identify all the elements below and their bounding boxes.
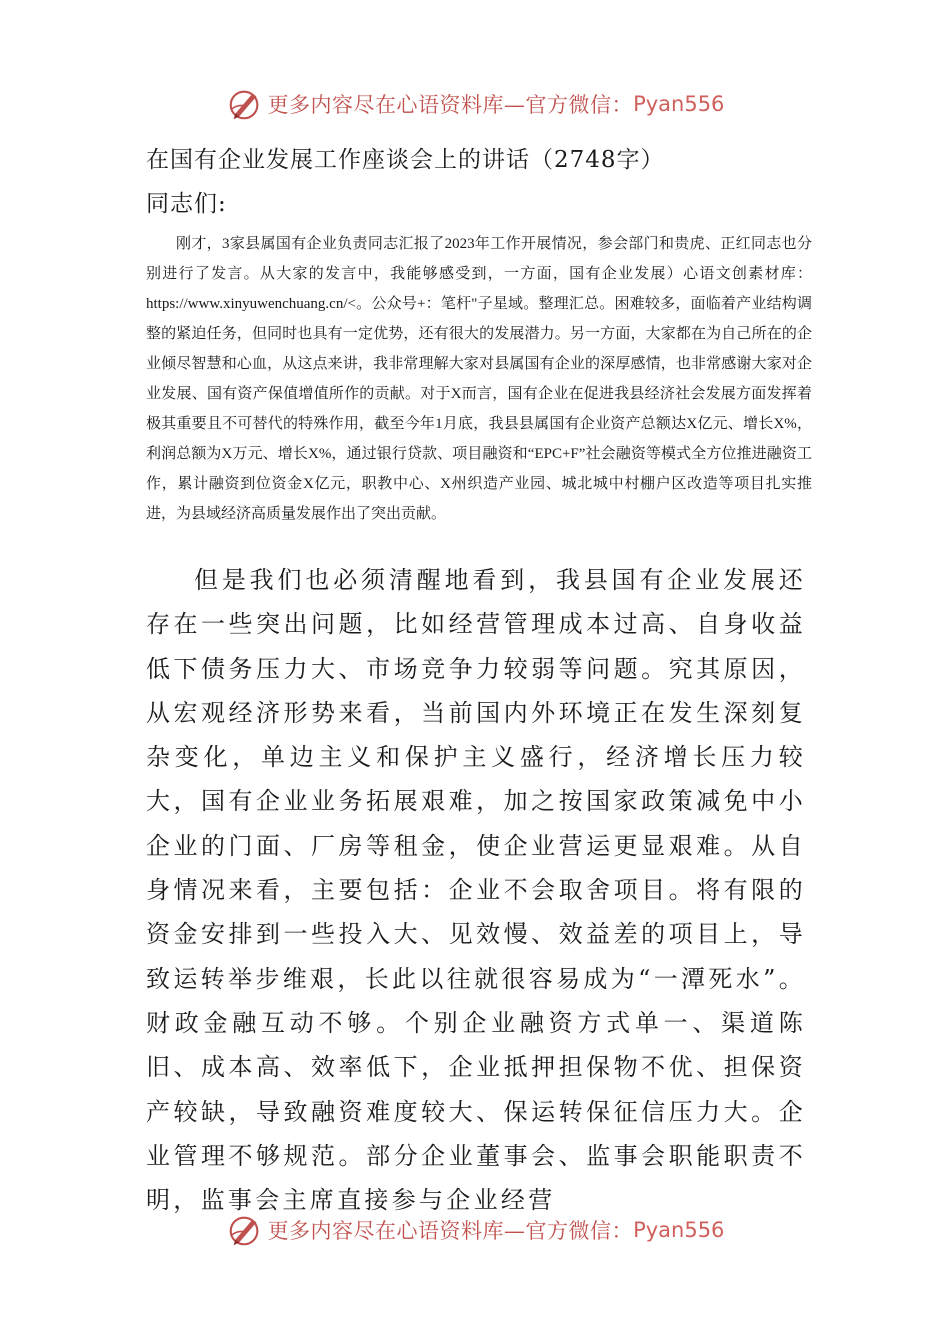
- salutation: 同志们:: [146, 191, 227, 217]
- banner-wechat-handle: Pyan556: [633, 1218, 725, 1242]
- paragraph-problems: 但是我们也必须清醒地看到，我县国有企业发展还存在一些突出问题，比如经营管理成本过高、自身收益低下债务压力大、市场竞争力较弱等问题。究其原因，从宏观经济形势来看，当前国内外环境正在发生深刻复杂变化，单边主义和保护主义盛行，经济增长压力较大，国有企业业务拓展艰难，加之按国家政策减免中小企业的门面、厂房等租金，使企业营运更显艰难。从自身情况来看，主要包括：企业不会取舍项目。将有限的资金安排到一些投入大、见效慢、效益差的项目上，导致运转举步维艰，长此以往就很容易成为“一潭死水”。财政金融互动不够。个别企业融资方式单一、渠道陈旧、成本高、效率低下，企业抵押担保物不优、担保资产较缺，导致融资难度较大、保运转保征信压力大。企业管理不够规范。部分企业董事会、监事会职能职责不明，监事会主席直接参与企业经营: [146, 566, 806, 1215]
- footer-banner: [0, 1208, 950, 1252]
- document-title: 在国有企业发展工作座谈会上的讲话（2748字）: [146, 147, 665, 173]
- banner-wechat-handle: Pyan556: [633, 92, 725, 116]
- pen-logo-icon: [226, 1211, 264, 1249]
- paragraph-intro: 刚才，3家县属国有企业负责同志汇报了2023年工作开展情况，参会部门和贵虎、正红同志也分别进行了发言。从大家的发言中，我能够感受到，一方面，国有企业发展）心语文创素材库：https://www.xinyuwenchuang.cn/<。公众号+：笔杆"子星域。整理汇总。困难较多，面临着产业结构调整的紧迫任务，但同时也具有一定优势，还有很大的发展潜力。另一方面，大家都在为自己所在的企业倾尽智慧和心血，从这点来讲，我非常理解大家对县属国有企业的深厚感情，也非常感谢大家对企业发展、国有资产保值增值所作的贡献。对于X而言，国有企业在促进我县经济社会发展方面发挥着极其重要且不可替代的特殊作用，截至今年1月底，我县县属国有企业资产总额达X亿元、增长X%，利润总额为X万元、增长X%，通过银行贷款、项目融资和“EPC+F”社会融资等模式全方位推进融资工作，累计融资到位资金X亿元，职教中心、X州织造产业园、城北城中村棚户区改造等项目扎实推进，为县域经济高质量发展作出了突出贡献。: [146, 236, 812, 522]
- banner-text: 更多内容尽在心语资料库—官方微信：: [267, 1219, 634, 1243]
- header-banner: [0, 82, 950, 126]
- banner-text: 更多内容尽在心语资料库—官方微信：: [267, 93, 634, 117]
- pen-logo-icon: [226, 85, 264, 123]
